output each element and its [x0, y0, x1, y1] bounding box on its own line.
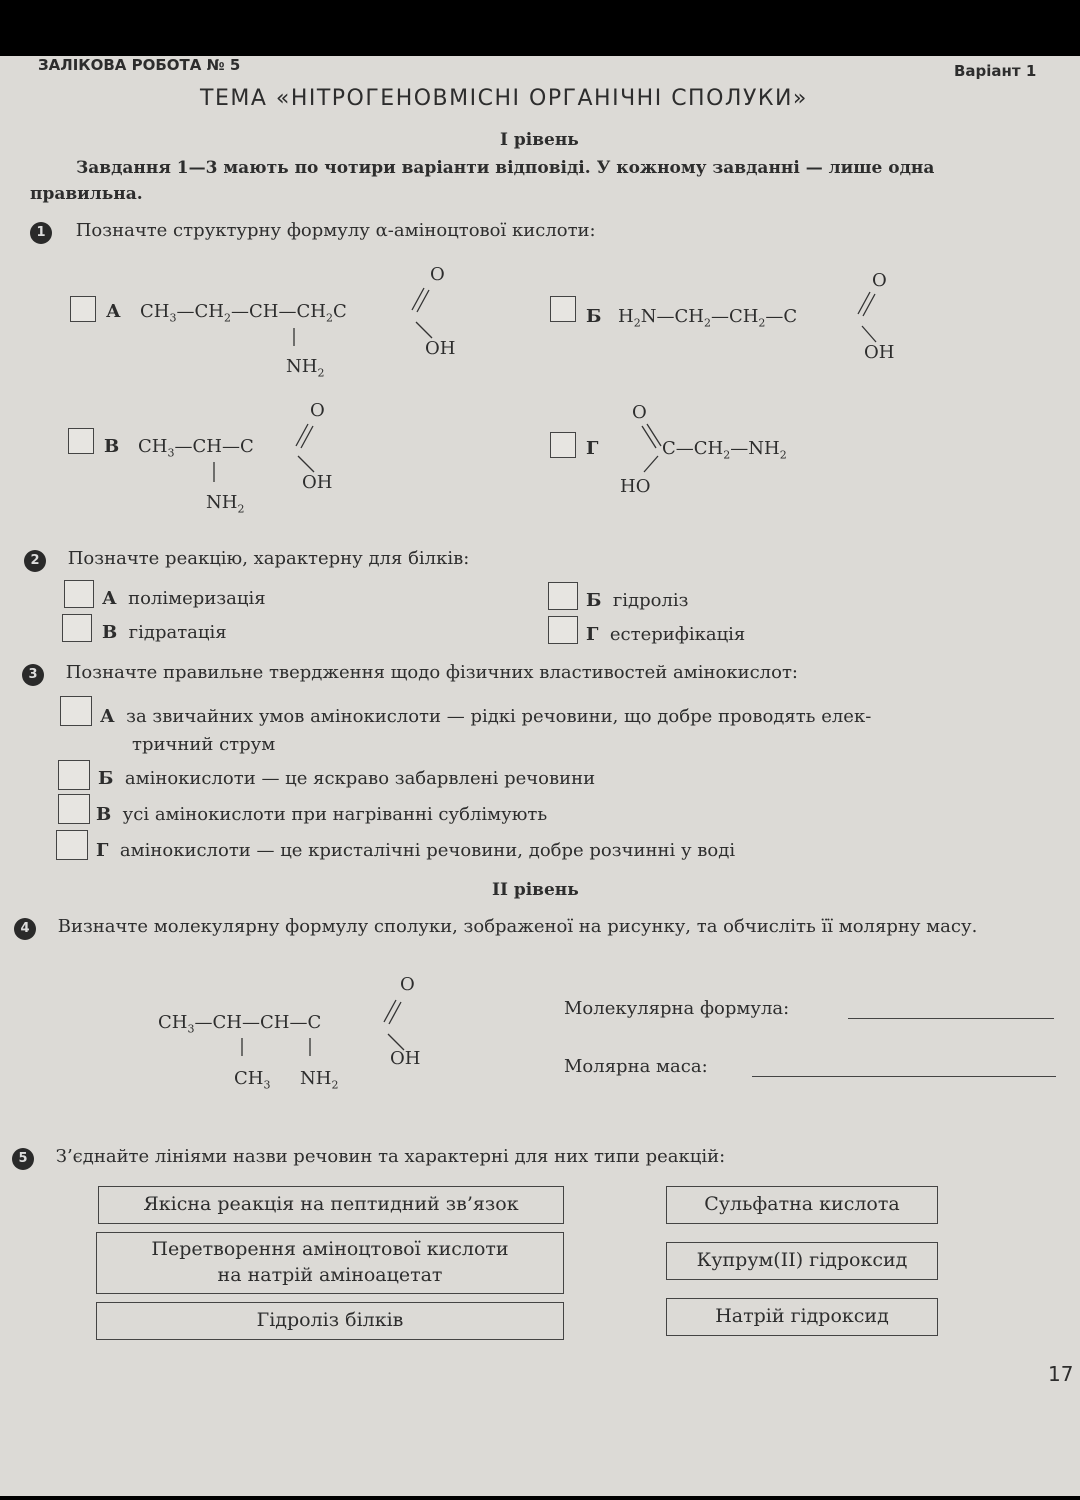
task2-option-b: Б гідроліз — [586, 590, 689, 611]
task2-option-a: А полімеризація — [102, 588, 266, 609]
task3-checkbox-v[interactable] — [58, 794, 90, 824]
task4-nh2: $NH_2$ — [300, 1068, 339, 1092]
task5-number: 5 — [12, 1148, 34, 1170]
variant-label: Варіант 1 — [954, 62, 1037, 80]
task3-checkbox-g[interactable] — [56, 830, 88, 860]
task1-formula-g: $C—CH_2—NH_2$ — [662, 438, 787, 462]
page-number: 17 — [1048, 1362, 1074, 1386]
task1-a-o: O — [430, 264, 445, 285]
task4-question — [14, 916, 977, 940]
task1-question — [30, 220, 596, 244]
task4-ch3: $CH_3$ — [234, 1068, 271, 1092]
task4-formula-answer-line[interactable] — [848, 1018, 1054, 1019]
task1-v-o: O — [310, 400, 325, 421]
task2-checkbox-g[interactable] — [548, 616, 578, 644]
task5-left-box-1[interactable]: Якісна реакція на пептидний зв’язок — [98, 1186, 564, 1224]
task1-checkbox-b[interactable] — [550, 296, 576, 322]
task4-bonds — [0, 56, 1, 57]
task1-letter-b: Б — [586, 306, 602, 327]
task5-left-box-3[interactable]: Гідроліз білків — [96, 1302, 564, 1340]
task2-checkbox-a[interactable] — [64, 580, 94, 608]
instructions-line1: Завдання 1—3 мають по чотири варіанти відповіді. У кожному завданні — лише одна — [76, 158, 935, 178]
task3-checkbox-a[interactable] — [60, 696, 92, 726]
task1-letter-g: Г — [586, 438, 599, 459]
task5-text: З’єднайте лініями назви речовин та характерні для них типи реакцій: — [55, 1146, 726, 1167]
task3-option-a-cont: тричний струм — [132, 734, 276, 755]
instructions-line2: правильна. — [30, 184, 143, 204]
task3-option-a: А за звичайних умов амінокислоти — рідкі речовини, що добре проводять елек- — [100, 706, 872, 727]
task2-question — [24, 548, 469, 572]
task4-formula: $CH_3—CH—CH—C$ — [158, 1012, 322, 1036]
task3-question — [22, 662, 798, 686]
task5-left-box-2[interactable]: Перетворення аміноцтової кислоти на натрій аміноацетат — [96, 1232, 564, 1294]
task1-g-o: O — [632, 402, 647, 423]
task1-b-o: O — [872, 270, 887, 291]
task5-right-box-2[interactable]: Купрум(ІІ) гідроксид — [666, 1242, 938, 1280]
task2-text: Позначте реакцію, характерну для білків: — [67, 548, 470, 569]
task3-text: Позначте правильне твердження щодо фізичних властивостей амінокислот: — [65, 662, 798, 683]
task3-number: 3 — [22, 664, 44, 686]
task1-formula-v: $CH_3—CH—C$ — [138, 436, 254, 460]
task3-option-g: Г амінокислоти — це кристалічні речовини, добре розчинні у воді — [96, 840, 736, 861]
task1-checkbox-a[interactable] — [70, 296, 96, 322]
task1-a-nh2: $NH_2$ — [286, 356, 325, 380]
task1-v-nh2: $NH_2$ — [206, 492, 245, 516]
task1-g-ho: HO — [620, 476, 651, 497]
task4-formula-label: Молекулярна формула: — [564, 998, 790, 1019]
task4-text: Визначте молекулярну формулу сполуки, зображеної на рисунку, та обчисліть її молярну масу. — [57, 916, 978, 937]
task4-o: O — [400, 974, 415, 995]
task5-right-box-3[interactable]: Натрій гідроксид — [666, 1298, 938, 1336]
task1-a-oh: OH — [425, 338, 456, 359]
level1-heading: І рівень — [500, 130, 579, 150]
task1-letter-v: В — [104, 436, 120, 457]
task2-number: 2 — [24, 550, 46, 572]
task3-option-v: В усі амінокислоти при нагріванні сублімують — [96, 804, 548, 825]
level2-heading: ІІ рівень — [492, 880, 579, 900]
task1-formula-a: $CH_3—CH_2—CH—CH_2C$ — [140, 301, 347, 325]
task4-mass-label: Молярна маса: — [564, 1056, 708, 1077]
task1-letter-a: А — [106, 301, 121, 322]
task2-checkbox-b[interactable] — [548, 582, 578, 610]
worksheet-page — [0, 56, 1080, 1496]
work-number: ЗАЛІКОВА РОБОТА № 5 — [38, 56, 241, 74]
task1-text: Позначте структурну формулу α-аміноцтової кислоти: — [75, 220, 596, 241]
task1-checkbox-v[interactable] — [68, 428, 94, 454]
task2-option-v: В гідратація — [102, 622, 227, 643]
task1-b-oh: OH — [864, 342, 895, 363]
task4-mass-answer-line[interactable] — [752, 1076, 1056, 1077]
task5-question — [12, 1146, 725, 1170]
task4-number: 4 — [14, 918, 36, 940]
task3-option-b: Б амінокислоти — це яскраво забарвлені речовини — [98, 768, 596, 789]
task1-number: 1 — [30, 222, 52, 244]
task4-oh: OH — [390, 1048, 421, 1069]
task1-v-oh: OH — [302, 472, 333, 493]
task1-formula-b: $H_2N—CH_2—CH_2—C$ — [618, 306, 798, 330]
task3-checkbox-b[interactable] — [58, 760, 90, 790]
task5-right-box-1[interactable]: Сульфатна кислота — [666, 1186, 938, 1224]
task1-checkbox-g[interactable] — [550, 432, 576, 458]
task2-option-g: Г естерифікація — [586, 624, 746, 645]
page-title: ТЕМА «НІТРОГЕНОВМІСНІ ОРГАНІЧНІ СПОЛУКИ» — [200, 86, 808, 111]
task2-checkbox-v[interactable] — [62, 614, 92, 642]
